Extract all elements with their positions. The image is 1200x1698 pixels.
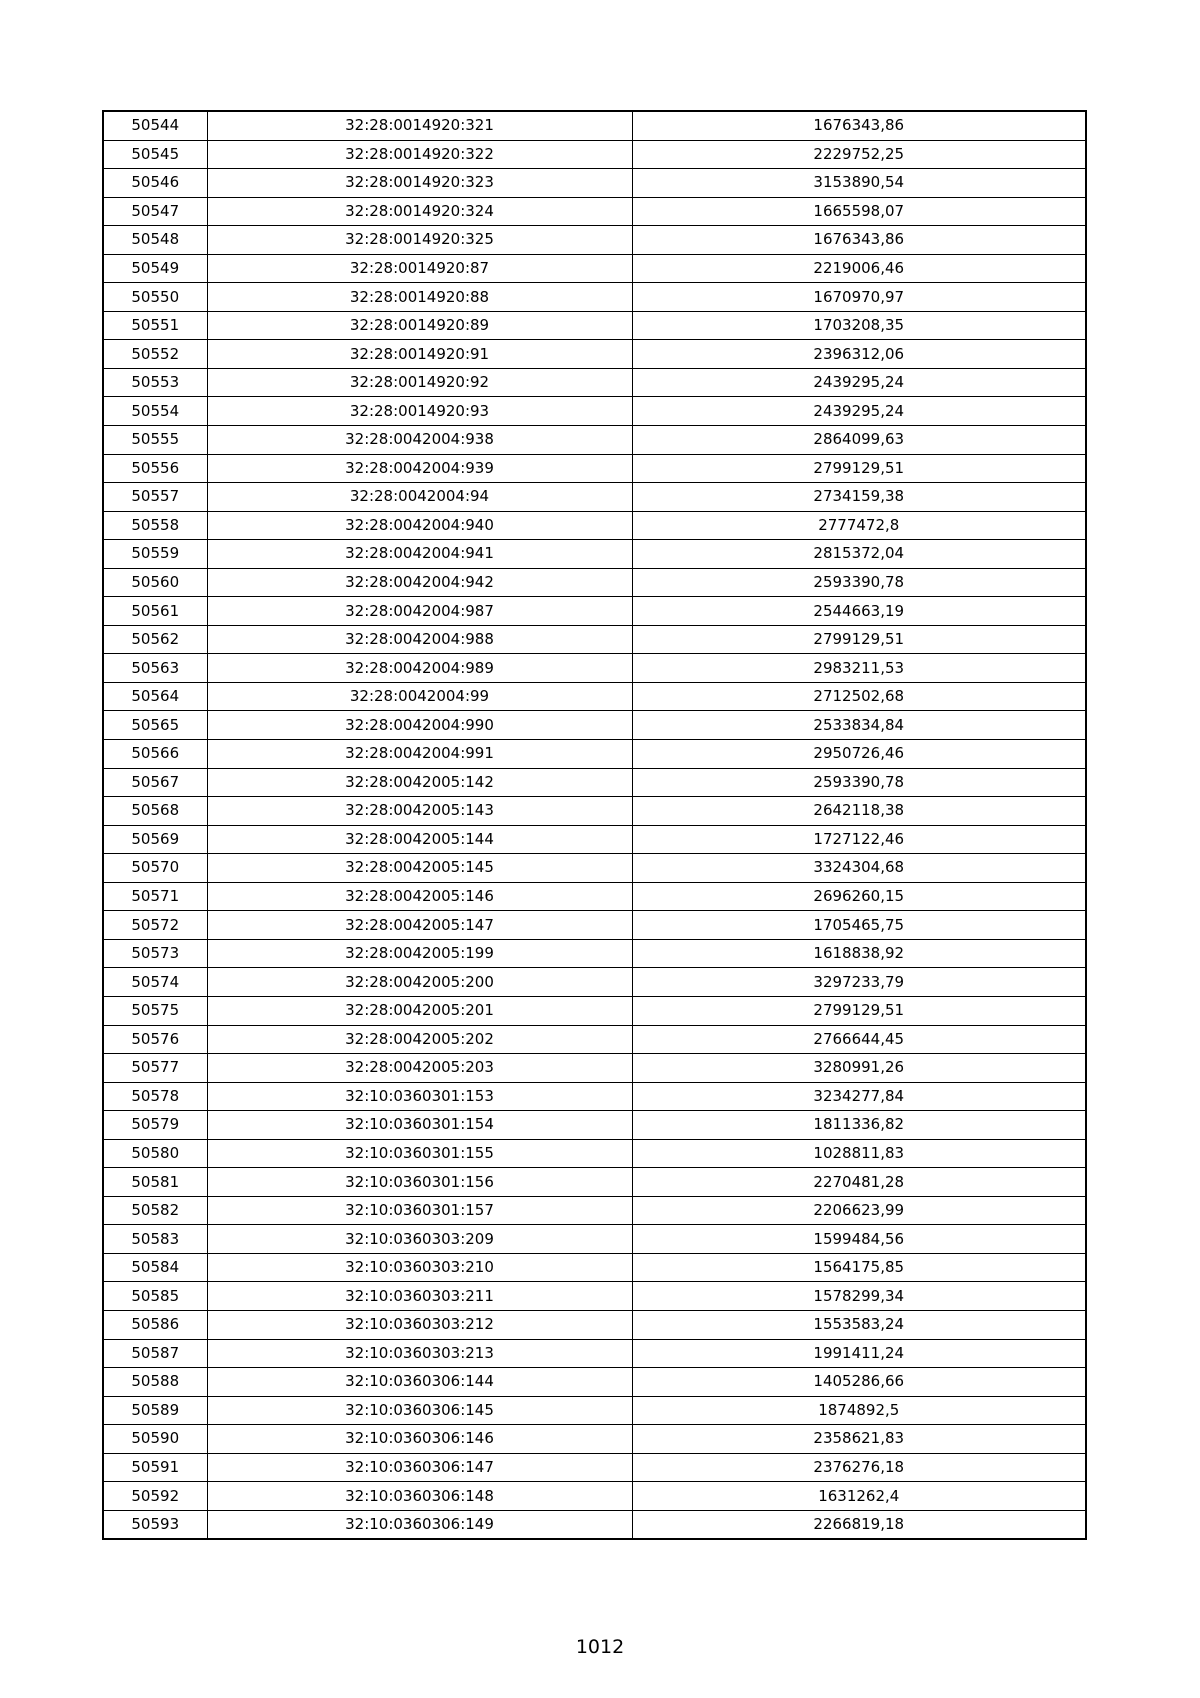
table-row — [103, 1139, 1086, 1168]
cadastral-number-cell: 32:28:0014920:93 — [207, 397, 632, 426]
row-number-cell: 50585 — [103, 1282, 207, 1311]
row-number-cell: 50559 — [103, 540, 207, 569]
row-number-cell: 50554 — [103, 397, 207, 426]
cadastral-number-cell: 32:10:0360306:144 — [207, 1368, 632, 1397]
row-number-cell: 50593 — [103, 1510, 207, 1539]
table-body — [103, 111, 1086, 1539]
value-cell: 2766644,45 — [632, 1025, 1086, 1054]
table-row — [103, 283, 1086, 312]
value-cell: 2229752,25 — [632, 140, 1086, 169]
row-number-cell: 50576 — [103, 1025, 207, 1054]
cadastral-number-cell: 32:10:0360303:210 — [207, 1253, 632, 1282]
cadastral-number-cell: 32:28:0042005:201 — [207, 996, 632, 1025]
value-cell: 2799129,51 — [632, 996, 1086, 1025]
cadastral-number-cell: 32:28:0042005:147 — [207, 911, 632, 940]
cadastral-number-cell: 32:10:0360303:212 — [207, 1310, 632, 1339]
row-number-cell: 50561 — [103, 597, 207, 626]
row-number-cell: 50580 — [103, 1139, 207, 1168]
cadastral-number-cell: 32:28:0042004:991 — [207, 740, 632, 769]
cadastral-number-cell: 32:28:0014920:325 — [207, 226, 632, 255]
value-cell: 2439295,24 — [632, 368, 1086, 397]
cadastral-number-cell: 32:28:0042005:199 — [207, 939, 632, 968]
row-number-cell: 50547 — [103, 197, 207, 226]
table-row — [103, 1168, 1086, 1197]
table-row — [103, 197, 1086, 226]
cadastral-number-cell: 32:10:0360306:149 — [207, 1510, 632, 1539]
row-number-cell: 50562 — [103, 625, 207, 654]
value-cell: 1811336,82 — [632, 1111, 1086, 1140]
value-cell: 2593390,78 — [632, 568, 1086, 597]
table-row — [103, 825, 1086, 854]
table-row — [103, 1396, 1086, 1425]
value-cell: 1599484,56 — [632, 1225, 1086, 1254]
value-cell: 2219006,46 — [632, 254, 1086, 283]
row-number-cell: 50556 — [103, 454, 207, 483]
table-row — [103, 911, 1086, 940]
row-number-cell: 50566 — [103, 740, 207, 769]
table-row — [103, 169, 1086, 198]
value-cell: 1676343,86 — [632, 111, 1086, 140]
table-row — [103, 882, 1086, 911]
value-cell: 1705465,75 — [632, 911, 1086, 940]
cadastral-number-cell: 32:28:0014920:321 — [207, 111, 632, 140]
row-number-cell: 50558 — [103, 511, 207, 540]
table-row — [103, 1196, 1086, 1225]
cadastral-number-cell: 32:28:0014920:88 — [207, 283, 632, 312]
cadastral-number-cell: 32:28:0014920:92 — [207, 368, 632, 397]
value-cell: 2533834,84 — [632, 711, 1086, 740]
row-number-cell: 50552 — [103, 340, 207, 369]
table-row — [103, 968, 1086, 997]
value-cell: 1405286,66 — [632, 1368, 1086, 1397]
table-row — [103, 568, 1086, 597]
table-row — [103, 1225, 1086, 1254]
cadastral-number-cell: 32:28:0042005:146 — [207, 882, 632, 911]
table-row — [103, 1453, 1086, 1482]
table-row — [103, 140, 1086, 169]
table-row — [103, 768, 1086, 797]
cadastral-number-cell: 32:28:0014920:323 — [207, 169, 632, 198]
row-number-cell: 50545 — [103, 140, 207, 169]
cadastral-number-cell: 32:28:0042005:143 — [207, 797, 632, 826]
cadastral-number-cell: 32:10:0360303:209 — [207, 1225, 632, 1254]
page-number: 1012 — [575, 1636, 625, 1658]
table-row — [103, 1368, 1086, 1397]
value-cell: 2815372,04 — [632, 540, 1086, 569]
value-cell: 1618838,92 — [632, 939, 1086, 968]
cadastral-number-cell: 32:28:0014920:89 — [207, 311, 632, 340]
row-number-cell: 50574 — [103, 968, 207, 997]
row-number-cell: 50565 — [103, 711, 207, 740]
table-row — [103, 711, 1086, 740]
table-row — [103, 1253, 1086, 1282]
value-cell: 1703208,35 — [632, 311, 1086, 340]
table-row — [103, 483, 1086, 512]
row-number-cell: 50550 — [103, 283, 207, 312]
value-cell: 3324304,68 — [632, 854, 1086, 883]
value-cell: 2642118,38 — [632, 797, 1086, 826]
value-cell: 3234277,84 — [632, 1082, 1086, 1111]
value-cell: 3153890,54 — [632, 169, 1086, 198]
cadastral-number-cell: 32:28:0014920:324 — [207, 197, 632, 226]
row-number-cell: 50564 — [103, 682, 207, 711]
row-number-cell: 50591 — [103, 1453, 207, 1482]
cadastral-number-cell: 32:10:0360301:153 — [207, 1082, 632, 1111]
table-row — [103, 1082, 1086, 1111]
value-cell: 1665598,07 — [632, 197, 1086, 226]
table-row — [103, 426, 1086, 455]
value-cell: 1631262,4 — [632, 1482, 1086, 1511]
cadastral-number-cell: 32:10:0360303:211 — [207, 1282, 632, 1311]
value-cell: 1028811,83 — [632, 1139, 1086, 1168]
cadastral-number-cell: 32:10:0360306:147 — [207, 1453, 632, 1482]
value-cell: 2777472,8 — [632, 511, 1086, 540]
row-number-cell: 50589 — [103, 1396, 207, 1425]
table-row — [103, 625, 1086, 654]
table-row — [103, 1054, 1086, 1083]
cadastral-number-cell: 32:28:0042004:942 — [207, 568, 632, 597]
cadastral-number-cell: 32:28:0042004:940 — [207, 511, 632, 540]
cadastral-number-cell: 32:10:0360306:148 — [207, 1482, 632, 1511]
row-number-cell: 50557 — [103, 483, 207, 512]
table-row — [103, 340, 1086, 369]
cadastral-number-cell: 32:28:0042004:939 — [207, 454, 632, 483]
data-table — [102, 110, 1087, 1540]
row-number-cell: 50573 — [103, 939, 207, 968]
table-row — [103, 654, 1086, 683]
table-row — [103, 254, 1086, 283]
row-number-cell: 50570 — [103, 854, 207, 883]
value-cell: 2206623,99 — [632, 1196, 1086, 1225]
value-cell: 3297233,79 — [632, 968, 1086, 997]
table-row — [103, 854, 1086, 883]
row-number-cell: 50579 — [103, 1111, 207, 1140]
cadastral-number-cell: 32:28:0042004:941 — [207, 540, 632, 569]
value-cell: 2544663,19 — [632, 597, 1086, 626]
table-row — [103, 511, 1086, 540]
row-number-cell: 50546 — [103, 169, 207, 198]
cadastral-number-cell: 32:28:0042004:99 — [207, 682, 632, 711]
table-row — [103, 597, 1086, 626]
value-cell: 2950726,46 — [632, 740, 1086, 769]
cadastral-number-cell: 32:10:0360301:156 — [207, 1168, 632, 1197]
cadastral-number-cell: 32:28:0042005:144 — [207, 825, 632, 854]
value-cell: 1564175,85 — [632, 1253, 1086, 1282]
value-cell: 2358621,83 — [632, 1425, 1086, 1454]
table-row — [103, 368, 1086, 397]
table-row — [103, 682, 1086, 711]
cadastral-number-cell: 32:28:0042004:94 — [207, 483, 632, 512]
row-number-cell: 50577 — [103, 1054, 207, 1083]
row-number-cell: 50568 — [103, 797, 207, 826]
value-cell: 2983211,53 — [632, 654, 1086, 683]
row-number-cell: 50578 — [103, 1082, 207, 1111]
cadastral-number-cell: 32:28:0042004:989 — [207, 654, 632, 683]
row-number-cell: 50582 — [103, 1196, 207, 1225]
table-row — [103, 540, 1086, 569]
value-cell: 2864099,63 — [632, 426, 1086, 455]
value-cell: 1670970,97 — [632, 283, 1086, 312]
value-cell: 2799129,51 — [632, 454, 1086, 483]
value-cell: 1991411,24 — [632, 1339, 1086, 1368]
row-number-cell: 50567 — [103, 768, 207, 797]
value-cell: 3280991,26 — [632, 1054, 1086, 1083]
cadastral-number-cell: 32:28:0042004:938 — [207, 426, 632, 455]
table-row — [103, 111, 1086, 140]
cadastral-number-cell: 32:28:0014920:91 — [207, 340, 632, 369]
row-number-cell: 50549 — [103, 254, 207, 283]
value-cell: 2396312,06 — [632, 340, 1086, 369]
table-row — [103, 1425, 1086, 1454]
value-cell: 1727122,46 — [632, 825, 1086, 854]
cadastral-number-cell: 32:10:0360301:155 — [207, 1139, 632, 1168]
row-number-cell: 50571 — [103, 882, 207, 911]
row-number-cell: 50555 — [103, 426, 207, 455]
row-number-cell: 50590 — [103, 1425, 207, 1454]
table-row — [103, 1282, 1086, 1311]
table-row — [103, 311, 1086, 340]
cadastral-number-cell: 32:10:0360301:157 — [207, 1196, 632, 1225]
table-row — [103, 454, 1086, 483]
cadastral-number-cell: 32:28:0042004:987 — [207, 597, 632, 626]
value-cell: 2712502,68 — [632, 682, 1086, 711]
cadastral-number-cell: 32:10:0360306:146 — [207, 1425, 632, 1454]
table-row — [103, 797, 1086, 826]
row-number-cell: 50581 — [103, 1168, 207, 1197]
value-cell: 1553583,24 — [632, 1310, 1086, 1339]
value-cell: 2734159,38 — [632, 483, 1086, 512]
value-cell: 1578299,34 — [632, 1282, 1086, 1311]
table-row — [103, 397, 1086, 426]
value-cell: 2376276,18 — [632, 1453, 1086, 1482]
table-row — [103, 996, 1086, 1025]
cadastral-number-cell: 32:28:0042005:202 — [207, 1025, 632, 1054]
table-row — [103, 1339, 1086, 1368]
table-row — [103, 1310, 1086, 1339]
value-cell: 2270481,28 — [632, 1168, 1086, 1197]
row-number-cell: 50583 — [103, 1225, 207, 1254]
cadastral-number-cell: 32:10:0360301:154 — [207, 1111, 632, 1140]
row-number-cell: 50563 — [103, 654, 207, 683]
row-number-cell: 50548 — [103, 226, 207, 255]
row-number-cell: 50572 — [103, 911, 207, 940]
row-number-cell: 50588 — [103, 1368, 207, 1397]
cadastral-number-cell: 32:28:0014920:322 — [207, 140, 632, 169]
cadastral-number-cell: 32:28:0042004:990 — [207, 711, 632, 740]
row-number-cell: 50575 — [103, 996, 207, 1025]
cadastral-number-cell: 32:10:0360306:145 — [207, 1396, 632, 1425]
value-cell: 2266819,18 — [632, 1510, 1086, 1539]
table-row — [103, 740, 1086, 769]
cadastral-number-cell: 32:28:0042005:203 — [207, 1054, 632, 1083]
cadastral-number-cell: 32:28:0042005:142 — [207, 768, 632, 797]
table-row — [103, 939, 1086, 968]
row-number-cell: 50551 — [103, 311, 207, 340]
table-row — [103, 1510, 1086, 1539]
cadastral-number-cell: 32:28:0014920:87 — [207, 254, 632, 283]
value-cell: 2439295,24 — [632, 397, 1086, 426]
value-cell: 1874892,5 — [632, 1396, 1086, 1425]
row-number-cell: 50560 — [103, 568, 207, 597]
value-cell: 2799129,51 — [632, 625, 1086, 654]
cadastral-number-cell: 32:10:0360303:213 — [207, 1339, 632, 1368]
table-row — [103, 226, 1086, 255]
cadastral-number-cell: 32:28:0042005:200 — [207, 968, 632, 997]
cadastral-number-cell: 32:28:0042004:988 — [207, 625, 632, 654]
value-cell: 2696260,15 — [632, 882, 1086, 911]
row-number-cell: 50592 — [103, 1482, 207, 1511]
table-row — [103, 1111, 1086, 1140]
table-row — [103, 1482, 1086, 1511]
value-cell: 2593390,78 — [632, 768, 1086, 797]
row-number-cell: 50586 — [103, 1310, 207, 1339]
row-number-cell: 50587 — [103, 1339, 207, 1368]
row-number-cell: 50569 — [103, 825, 207, 854]
row-number-cell: 50584 — [103, 1253, 207, 1282]
value-cell: 1676343,86 — [632, 226, 1086, 255]
row-number-cell: 50544 — [103, 111, 207, 140]
row-number-cell: 50553 — [103, 368, 207, 397]
cadastral-number-cell: 32:28:0042005:145 — [207, 854, 632, 883]
table-row — [103, 1025, 1086, 1054]
